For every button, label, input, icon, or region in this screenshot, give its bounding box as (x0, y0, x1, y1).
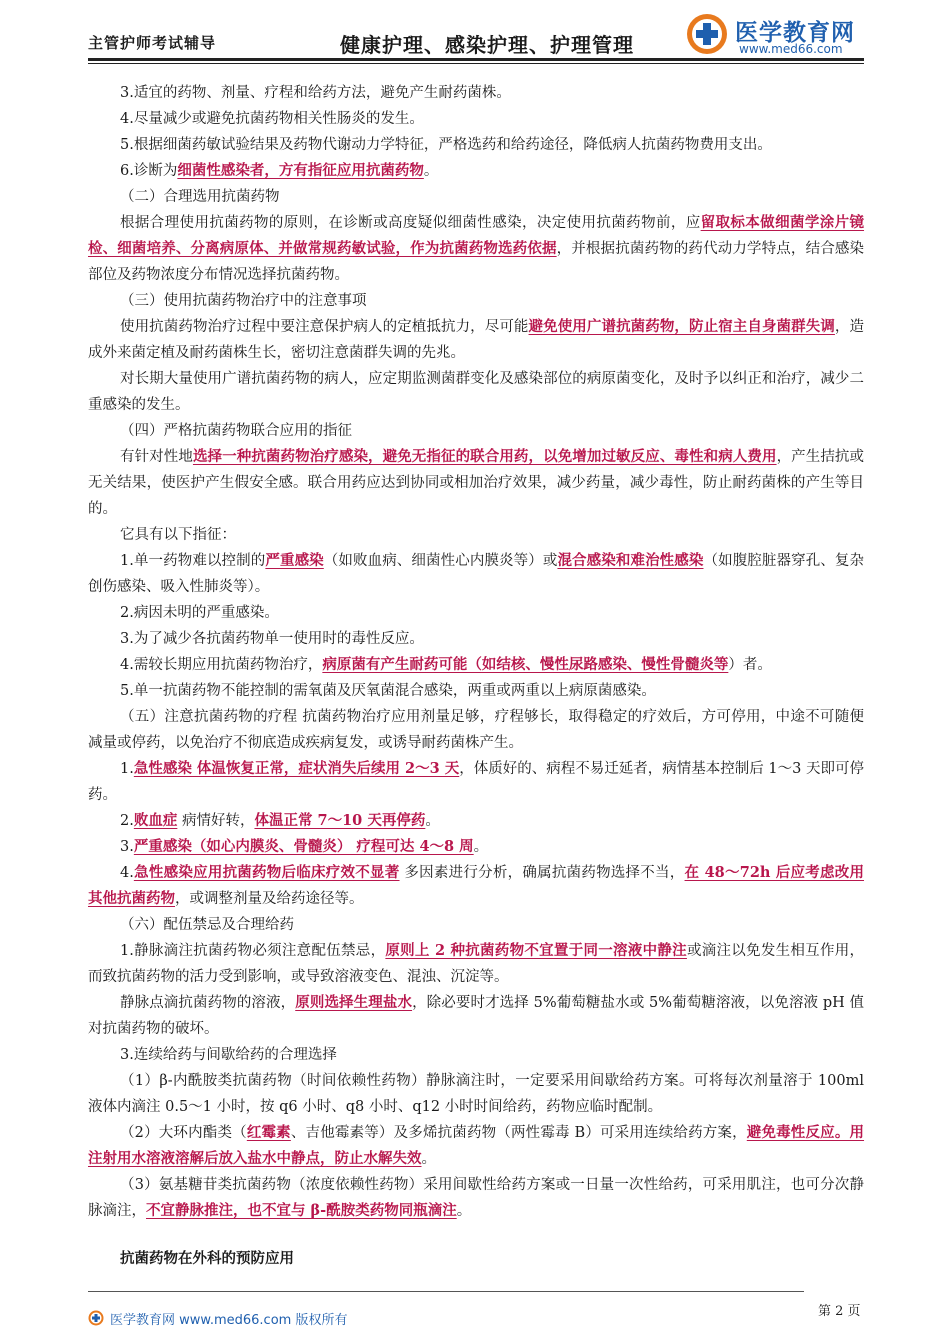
paragraph: 4.尽量减少或避免抗菌药物相关性肠炎的发生。 (120, 111, 424, 127)
list-item: 3.严重感染（如心内膜炎、骨髓炎） 疗程可达 4～8 周。 (120, 838, 489, 855)
footer-logo-icon (88, 1310, 104, 1326)
list-item: 1.急性感染 体温恢复正常，症状消失后续用 2～3 天，体质好的、病程不易迁延者，病情基本控制后 1～3 天即可停药。 (88, 760, 864, 803)
highlight: 避免毒性反应。用注射用水溶液溶解后放入盐水中静点，防止水解失效 (88, 1124, 865, 1167)
site-logo[interactable] (685, 12, 885, 56)
list-item: 3.连续给药与间歇给药的合理选择 (120, 1047, 337, 1063)
list-item: 4.急性感染应用抗菌药物后临床疗效不显著 多因素进行分析，确属抗菌药物选择不当，在 48～72h 后应考虑改用其他抗菌药物，或调整剂量及给药途径等。 (88, 864, 864, 907)
logo-name: 医学教育网 (735, 20, 855, 46)
logo-cross-icon (685, 12, 729, 56)
list-item: 4.需较长期应用抗菌药物治疗，病原菌有产生耐药可能（如结核、慢性尿路感染、慢性骨髓炎等）者。 (120, 656, 772, 673)
paragraph: 使用抗菌药物治疗过程中要注意保护病人的定植抵抗力，尽可能避免使用广谱抗菌药物，防止宿主自身菌群失调，造成外来菌定植及耐药菌株生长，密切注意菌群失调的先兆。 (88, 318, 865, 361)
logo-url[interactable]: www.med66.com (739, 42, 843, 56)
subheading: （四）严格抗菌药物联合应用的指征 (120, 423, 352, 439)
highlight: 原则选择生理盐水 (295, 994, 413, 1011)
paragraph: 根据合理使用抗菌药物的原则，在诊断或高度疑似细菌性感染，决定使用抗菌药物前，应留取标本做细菌学涂片镜检、细菌培养、分离病原体、并做常规药敏试验，作为抗菌药物选药依据，并根据抗菌药物的药代动力学特点，结合感染部位及药物浓度分布情况选择抗菌药物。 (88, 214, 865, 283)
footer-rule (88, 1291, 804, 1292)
highlight: 病原菌有产生耐药可能（如结核、慢性尿路感染、慢性骨髓炎等 (322, 656, 729, 673)
highlight: 严重感染（如心内膜炎、骨髓炎） 疗程可达 4～8 周 (133, 838, 474, 855)
section-title: 抗菌药物在外科的预防应用 (120, 1250, 294, 1267)
list-item: 1.单一药物难以控制的严重感染（如败血病、细菌性心内膜炎等）或混合感染和难治性感染（如腹腔脏器穿孔、复杂创伤感染、吸入性肺炎等）。 (88, 552, 865, 595)
highlight: 混合感染和难治性感染 (557, 552, 704, 569)
list-item: （2）大环内酯类（红霉素、吉他霉素等）及多烯抗菌药物（两性霉毒 B）可采用连续给药方案，避免毒性反应。用注射用水溶液溶解后放入盐水中静点，防止水解失效。 (88, 1124, 865, 1167)
highlight: 败血症 (133, 812, 178, 829)
paragraph: 有针对性地选择一种抗菌药物治疗感染，避免无指征的联合用药，以免增加过敏反应、毒性和病人费用，产生拮抗或无关结果，使医护产生假安全感。联合用药应达到协同或相加治疗效果，减少药量，减少毒性，防止耐药菌株的产生等目的。 (88, 448, 865, 517)
list-item: （3）氨基糖苷类抗菌药物（浓度依赖性药物）采用间歇性给药方案或一日量一次性给药，可采用肌注，也可分次静脉滴注，不宜静脉推注，也不宜与 β-酰胺类药物同瓶滴注。 (88, 1177, 864, 1219)
highlight: 体温正常 7～10 天再停药 (254, 812, 426, 829)
paragraph: 5.根据细菌药敏试验结果及药物代谢动力学特征，严格选药和给药途径，降低病人抗菌药物费用支出。 (120, 137, 772, 153)
header-left-title: 主管护师考试辅导 (88, 34, 217, 52)
highlight: 选择一种抗菌药物治疗感染，避免无指征的联合用药，以免增加过敏反应、毒性和病人费用 (192, 448, 777, 465)
page-number: 第 2 页 (818, 1304, 861, 1319)
header-center-title: 健康护理、感染护理、护理管理 (340, 33, 634, 57)
subheading: （三）使用抗菌药物治疗中的注意事项 (120, 293, 367, 309)
list-item: 5.单一抗菌药物不能控制的需氧菌及厌氧菌混合感染，两重或两重以上病原菌感染。 (120, 683, 656, 699)
highlight: 急性感染 体温恢复正常，症状消失后续用 2～3 天 (133, 760, 460, 777)
paragraph: 对长期大量使用广谱抗菌药物的病人，应定期监测菌群变化及感染部位的病原菌变化，及时予以纠正和治疗，减少二重感染的发生。 (88, 371, 864, 413)
highlight: 细菌性感染者，方有指征应用抗菌药物 (177, 162, 424, 179)
subheading: （六）配伍禁忌及合理给药 (120, 917, 294, 933)
list-item: 3.为了减少各抗菌药物单一使用时的毒性反应。 (120, 631, 424, 647)
header-rule-thin (88, 63, 864, 64)
list-item: 2.病因未明的严重感染。 (120, 605, 279, 621)
highlight: 留取标本做细菌学涂片镜检、细菌培养、分离病原体、并做常规药敏试验，作为抗菌药物选药依据 (88, 214, 865, 257)
header-rule (88, 58, 864, 61)
list-item: 2.败血症 病情好转，体温正常 7～10 天再停药。 (120, 812, 440, 829)
highlight: 原则上 2 种抗菌药物不宜置于同一溶液中静注 (385, 942, 687, 959)
highlight: 红霉素 (246, 1124, 291, 1141)
highlight: 避免使用广谱抗菌药物，防止宿主自身菌群失调 (528, 318, 835, 335)
paragraph: 3.适宜的药物、剂量、疗程和给药方法，避免产生耐药菌株。 (120, 85, 511, 101)
paragraph: （五）注意抗菌药物的疗程 抗菌药物治疗应用剂量足够，疗程够长，取得稳定的疗效后，方可停用，中途不可随便减量或停药，以免治疗不彻底造成疾病复发，或诱导耐药菌株产生。 (88, 709, 864, 751)
list-item: 静脉点滴抗菌药物的溶液，原则选择生理盐水，除必要时才选择 5%葡萄糖盐水或 5%葡萄糖溶液，以免溶液 pH 值对抗菌药物的破坏。 (88, 994, 865, 1037)
list-item: （1）β-内酰胺类抗菌药物（时间依赖性药物）静脉滴注时，一定要采用间歇给药方案。可将每次剂量溶于 100ml 液体内滴注 0.5～1 小时，按 q6 小时、q8 小时、q12 小时时间给药，药物应临时配制。 (88, 1073, 864, 1115)
footer-site-link[interactable]: 医学教育网 www.med66.com 版权所有 (110, 1313, 348, 1328)
paragraph: 6.诊断为细菌性感染者，方有指征应用抗菌药物。 (120, 162, 439, 179)
paragraph: 它具有以下指征： (120, 527, 236, 543)
highlight: 在 48～72h 后应考虑改用其他抗菌药物 (88, 864, 864, 907)
document-body (88, 80, 864, 1272)
highlight: 严重感染 (265, 552, 324, 569)
list-item: 1.静脉滴注抗菌药物必须注意配伍禁忌，原则上 2 种抗菌药物不宜置于同一溶液中静注或滴注以免发生相互作用，而致抗菌药物的活力受到影响，或导致溶液变色、混浊、沉淀等。 (88, 942, 865, 985)
highlight: 不宜静脉推注，也不宜与 β-酰胺类药物同瓶滴注 (146, 1202, 457, 1219)
subheading: （二）合理选用抗菌药物 (120, 189, 280, 205)
highlight: 急性感染应用抗菌药物后临床疗效不显著 (133, 864, 400, 881)
